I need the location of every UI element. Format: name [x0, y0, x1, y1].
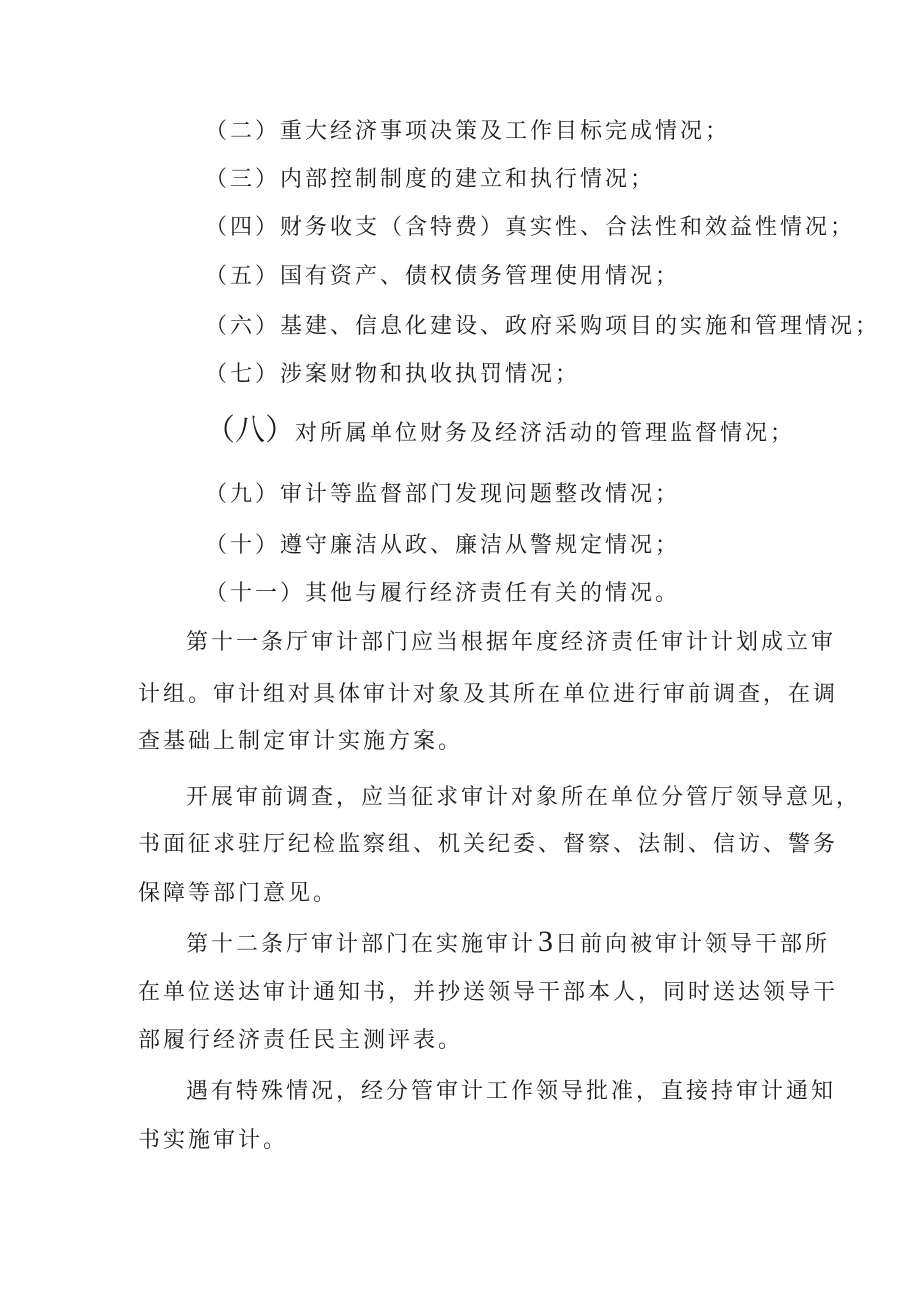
- paragraph-line: 查基础上制定审计实施方案。: [138, 729, 464, 754]
- list-item: （十一）其他与履行经济责任有关的情况。: [205, 581, 681, 606]
- item-text: 对所属单位财务及经济活动的管理监督情况；: [295, 421, 796, 446]
- list-item: （十）遵守廉洁从政、廉洁从警规定情况；: [205, 533, 681, 558]
- list-item: （六）基建、信息化建设、政府采购项目的实施和管理情况；: [205, 314, 881, 339]
- paragraph-line: 书实施审计。: [138, 1128, 289, 1153]
- list-item: （五）国有资产、债权债务管理使用情况；: [205, 264, 681, 289]
- item-number: （八）: [205, 413, 295, 448]
- list-item: （四）财务收支（含特费）真实性、合法性和效益性情况；: [205, 215, 856, 240]
- paragraph-line: 计组。审计组对具体审计对象及其所在单位进行审前调查，在调: [138, 682, 839, 707]
- paragraph-line: 部履行经济责任民主测评表。: [138, 1028, 464, 1053]
- paragraph-line: 书面征求驻厅纪检监察组、机关纪委、督察、法制、信访、警务: [138, 832, 839, 857]
- day-count: 3: [538, 925, 554, 958]
- paragraph-line: 保障等部门意见。: [138, 881, 339, 906]
- list-item: （三）内部控制制度的建立和执行情况；: [205, 167, 656, 192]
- text-span: 日前向被审计领导干部所: [555, 932, 831, 957]
- paragraph-line: 遇有特殊情况，经分管审计工作领导批准，直接持审计通知: [186, 1079, 837, 1104]
- list-item: （七）涉案财物和执收执罚情况；: [205, 362, 581, 387]
- text-span: 第十二条厅审计部门在实施审计: [186, 932, 537, 957]
- paragraph-line: 第十一条厅审计部门应当根据年度经济责任审计计划成立审: [186, 630, 837, 655]
- list-item: （九）审计等监督部门发现问题整改情况；: [205, 482, 681, 507]
- paragraph-line: [186, 927, 830, 960]
- list-item: [205, 413, 796, 449]
- paragraph-line: 在单位送达审计通知书，并抄送领导干部本人，同时送达领导干: [138, 980, 839, 1005]
- list-item: （二）重大经济事项决策及工作目标完成情况；: [205, 119, 731, 144]
- paragraph-line: 开展审前调查，应当征求审计对象所在单位分管厅领导意见，: [186, 785, 862, 810]
